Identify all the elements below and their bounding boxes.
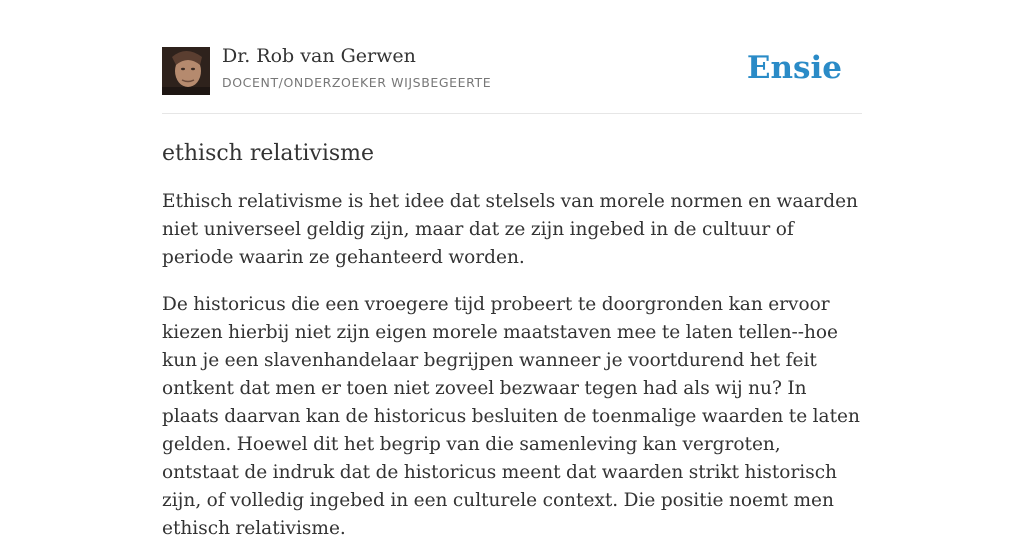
entry-title: ethisch relativisme <box>162 141 375 166</box>
entry-paragraph-2: De historicus die een vroegere tijd probeert te doorgronden kan ervoor kiezen hierbij niet zijn eigen morele maatstaven mee te laten tellen--hoe kun je een slavenhandelaar begrijpen wanneer je voortdurend het feit ontkent dat men er toen niet zoveel bezwaar tegen had als wij nu? In plaats daarvan kan de historicus besluiten de toenmalige waarden te laten gelden. Hoewel dit het begrip van die samenleving kan vergroten, ontstaat de indruk dat de historicus meent dat waarden strikt historisch zijn, of volledig ingebed in een culturele context. Die positie noemt men ethisch relativisme. <box>162 294 860 539</box>
avatar-photo-icon <box>162 47 210 95</box>
author-avatar[interactable] <box>162 47 210 95</box>
brand-logo[interactable]: Ensie <box>746 50 842 86</box>
author-name[interactable]: Dr. Rob van Gerwen <box>222 45 416 67</box>
entry-paragraph-1: Ethisch relativisme is het idee dat stelsels van morele normen en waarden niet universeel geldig zijn, maar dat ze zijn ingebed in de cultuur of periode waarin ze gehanteerd worden. <box>162 191 858 268</box>
author-role: DOCENT/ONDERZOEKER WIJSBEGEERTE <box>222 75 492 90</box>
entry-card <box>162 0 862 543</box>
entry-header <box>162 0 862 114</box>
